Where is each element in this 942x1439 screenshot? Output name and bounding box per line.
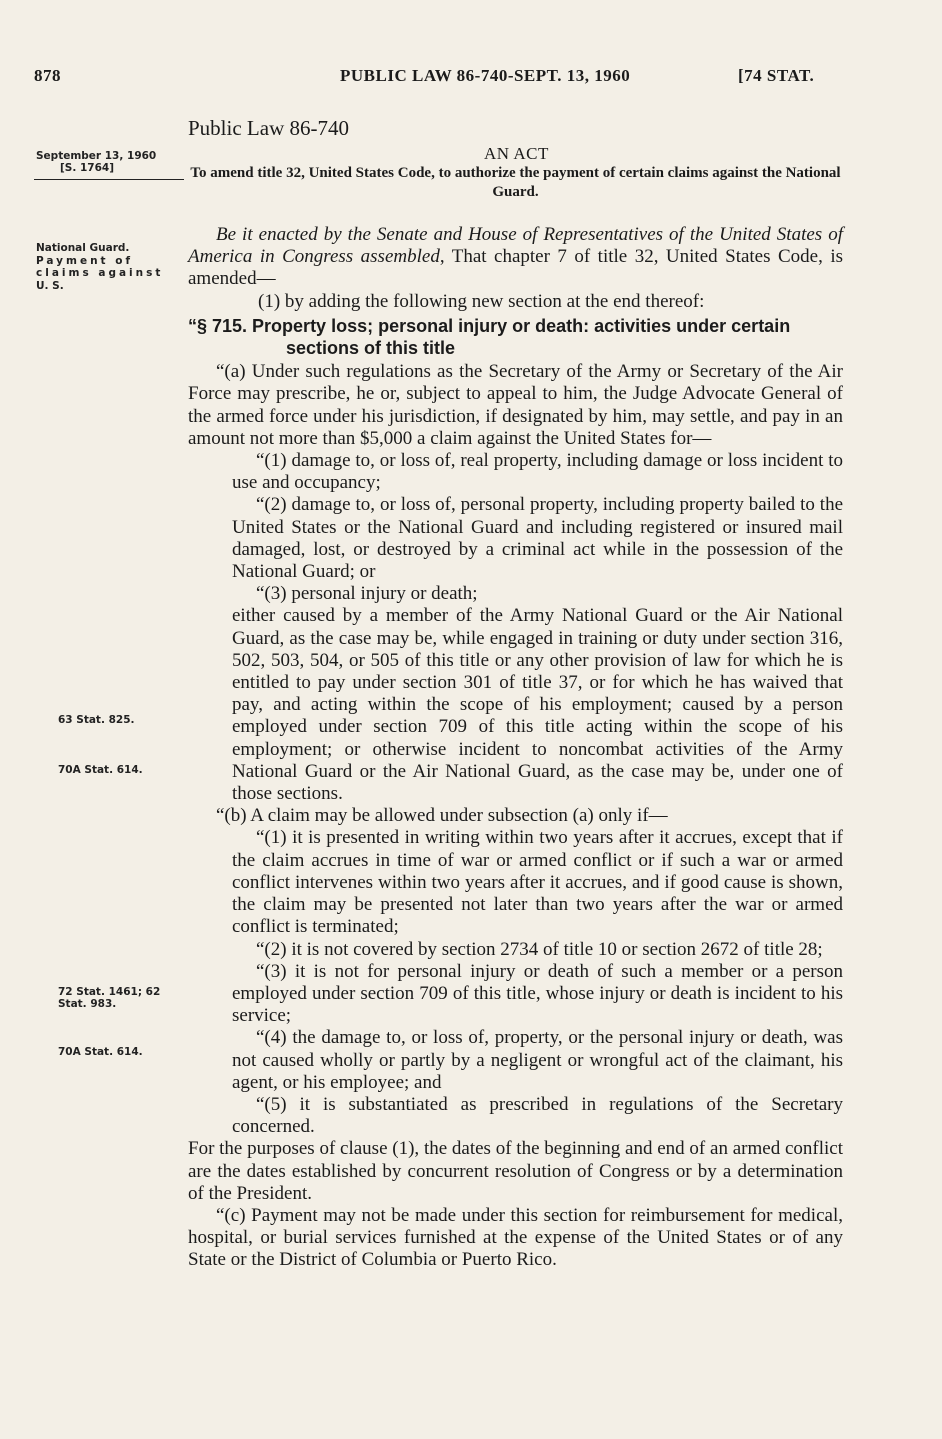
subsection-b: “(b) A claim may be allowed under subsection (a) only if— [216,805,668,827]
clause-b2: “(2) it is not covered by section 2734 of title 10 or section 2672 of title 28; [256,938,823,960]
law-title: Public Law 86-740 [188,116,349,140]
margin-date: September 13, 1960 [36,150,157,162]
running-title: PUBLIC LAW 86-740-SEPT. 13, 1960 [340,66,631,85]
margin-bill-number: [S. 1764] [60,162,115,174]
clause-a1: “(1) damage to, or loss of, real property, including damage or loss incident to use and occupancy; [232,450,843,494]
page-number: 878 [34,66,61,85]
either-clause: either caused by a member of the Army National Guard or the Air National Guard, as the case may be, while engaged in training or duty under section 316, 502, 503, 504, or 505 of this title or any other provision of law for which he is entitled to pay under section 301 of title 37, or for which he has waived that pay, and acting within the scope of his employment; caused by a person employed under section 709 of this title acting within the scope of his employment; or otherwise incident to noncombat activities of the Army National Guard or the Air National Guard, as the case may be, under one of those sections. [232,605,843,805]
margin-rule [34,179,184,180]
act-label: AN ACT [484,144,549,163]
clause-b3: “(3) it is not for personal injury or death of such a member or a person employed under section 709 of this title, whose injury or death is incident to his service; [232,960,843,1027]
act-purpose: To amend title 32, United States Code, to authorize the payment of certain claims against the National Guard. [190,165,841,200]
margin-citation: 70A Stat. 614. [58,1046,143,1058]
volume-citation: [74 STAT. [738,66,815,85]
section-heading: “§ 715. Property loss; personal injury or death: activities under certain sections of this title [188,315,791,359]
margin-topic-sub: Payment of claims against [36,255,164,279]
purposes-clause: For the purposes of clause (1), the dates of the beginning and end of an armed conflict are the dates established by concurrent resolution of Congress or by a determination of the President. [188,1138,843,1204]
margin-topic-sub2: U. S. [36,280,64,292]
clause-a2: “(2) damage to, or loss of, personal property, including property bailed to the United States or the National Guard and including registered or insured mail damaged, lost, or destroyed by a criminal act while in the possession of the National Guard; or [232,494,843,583]
statute-body [188,224,843,1272]
margin-citation: 70A Stat. 614. [58,764,143,776]
enacting-clause [188,224,843,291]
enacting-clause-rest: , That chapter 7 of title 32, United States Code, is amended— [188,246,843,290]
amendment-clause: (1) by adding the following new section at the end thereof: [258,290,705,312]
clause-a3: “(3) personal injury or death; [256,583,478,605]
subsection-c: “(c) Payment may not be made under this section for reimbursement for medical, hospital, or burial services furnished at the expense of the United States or of any State or the District of Columbia or Puerto Rico. [188,1204,843,1271]
clause-b4: “(4) the damage to, or loss of, property, or the personal injury or death, was not caused wholly or partly by a negligent or wrongful act of the claimant, his agent, or his employee; and [232,1027,843,1093]
margin-topic: National Guard. [36,242,130,254]
subsection-a: “(a) Under such regulations as the Secretary of the Army or Secretary of the Air Force may prescribe, he or, subject to appeal to him, the Judge Advocate General of the armed force under his jurisdiction, if designated by him, may settle, and pay in an amount not more than $5,000 a claim against the United States for— [188,361,843,449]
margin-citation: 63 Stat. 825. [58,714,135,726]
clause-b5: “(5) it is substantiated as prescribed in regulations of the Secretary concerned. [232,1093,843,1138]
margin-citation: 72 Stat. 1461; 62 Stat. 983. [58,986,161,1010]
enacting-clause-italic: Be it enacted by the Senate and House of Representatives of the United States of America in Congress assembled [188,224,843,268]
clause-b1: “(1) it is presented in writing within two years after it accrues, except that if the claim accrues in time of war or armed conflict or if such a war or armed conflict intervenes within two years after it accrues, and if good cause is shown, the claim may be presented not later than two years after the war or armed conflict is terminated; [232,827,843,938]
